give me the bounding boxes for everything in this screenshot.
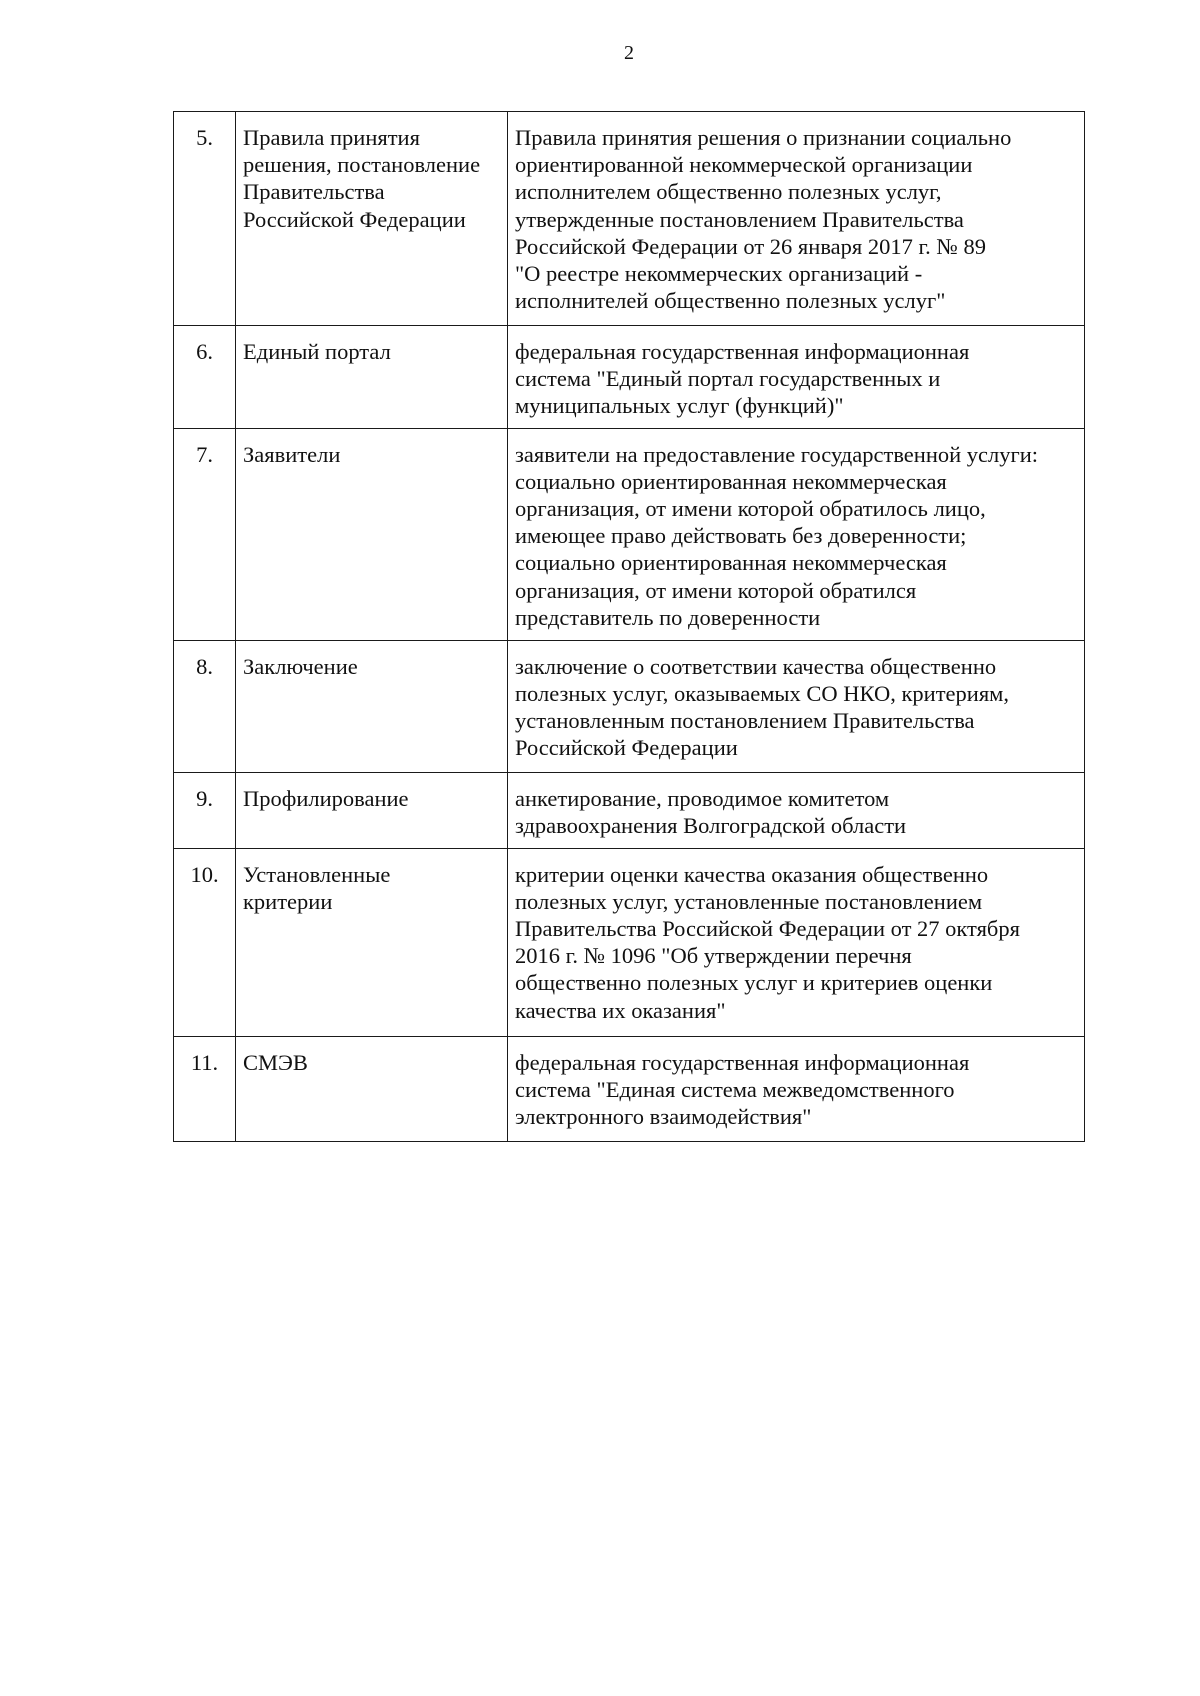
row-number: 7. <box>174 428 236 640</box>
row-number: 10. <box>174 848 236 1036</box>
term-cell: Заключение <box>236 640 508 772</box>
row-number: 8. <box>174 640 236 772</box>
definition-cell: федеральная государственная информационная система "Единый портал государственных и муниципальных услуг (функций)" <box>508 326 1085 429</box>
definition-cell: Правила принятия решения о признании социально ориентированной некоммерческой организации исполнителем общественно полезных услуг, утвержденные постановлением Правительства Российской Федерации от 26 января 2017 г. № 89 "О реестре некоммерческих организаций - исполнителей общественно полезных услуг" <box>508 112 1085 326</box>
term-cell: Единый портал <box>236 326 508 429</box>
term-cell: Правила принятия решения, постановление Правительства Российской Федерации <box>236 112 508 326</box>
definition-cell: заключение о соответствии качества общественно полезных услуг, оказываемых СО НКО, критериям, установленным постановлением Правительства Российской Федерации <box>508 640 1085 772</box>
definition-cell: федеральная государственная информационная система "Единая система межведомственного электронного взаимодействия" <box>508 1036 1085 1141</box>
definitions-table <box>173 111 1085 1142</box>
table-row <box>174 428 1085 640</box>
row-number: 9. <box>174 772 236 848</box>
row-number: 11. <box>174 1036 236 1141</box>
term-cell: Заявители <box>236 428 508 640</box>
term-cell: СМЭВ <box>236 1036 508 1141</box>
row-number: 6. <box>174 326 236 429</box>
table-row <box>174 112 1085 326</box>
page-number: 2 <box>624 42 634 64</box>
table-row <box>174 640 1085 772</box>
table-row <box>174 1036 1085 1141</box>
table-row <box>174 848 1085 1036</box>
term-cell: Профилирование <box>236 772 508 848</box>
definition-cell: заявители на предоставление государственной услуги: социально ориентированная некоммерческая организация, от имени которой обратилось лицо, имеющее право действовать без доверенности; социально ориентированная некоммерческая организация, от имени которой обратился представитель по доверенности <box>508 428 1085 640</box>
row-number: 5. <box>174 112 236 326</box>
definition-cell: критерии оценки качества оказания общественно полезных услуг, установленные постановлением Правительства Российской Федерации от 27 октября 2016 г. № 1096 "Об утверждении перечня общественно полезных услуг и критериев оценки качества их оказания" <box>508 848 1085 1036</box>
term-cell: Установленные критерии <box>236 848 508 1036</box>
table-row <box>174 326 1085 429</box>
definition-cell: анкетирование, проводимое комитетом здравоохранения Волгоградской области <box>508 772 1085 848</box>
table-row <box>174 772 1085 848</box>
